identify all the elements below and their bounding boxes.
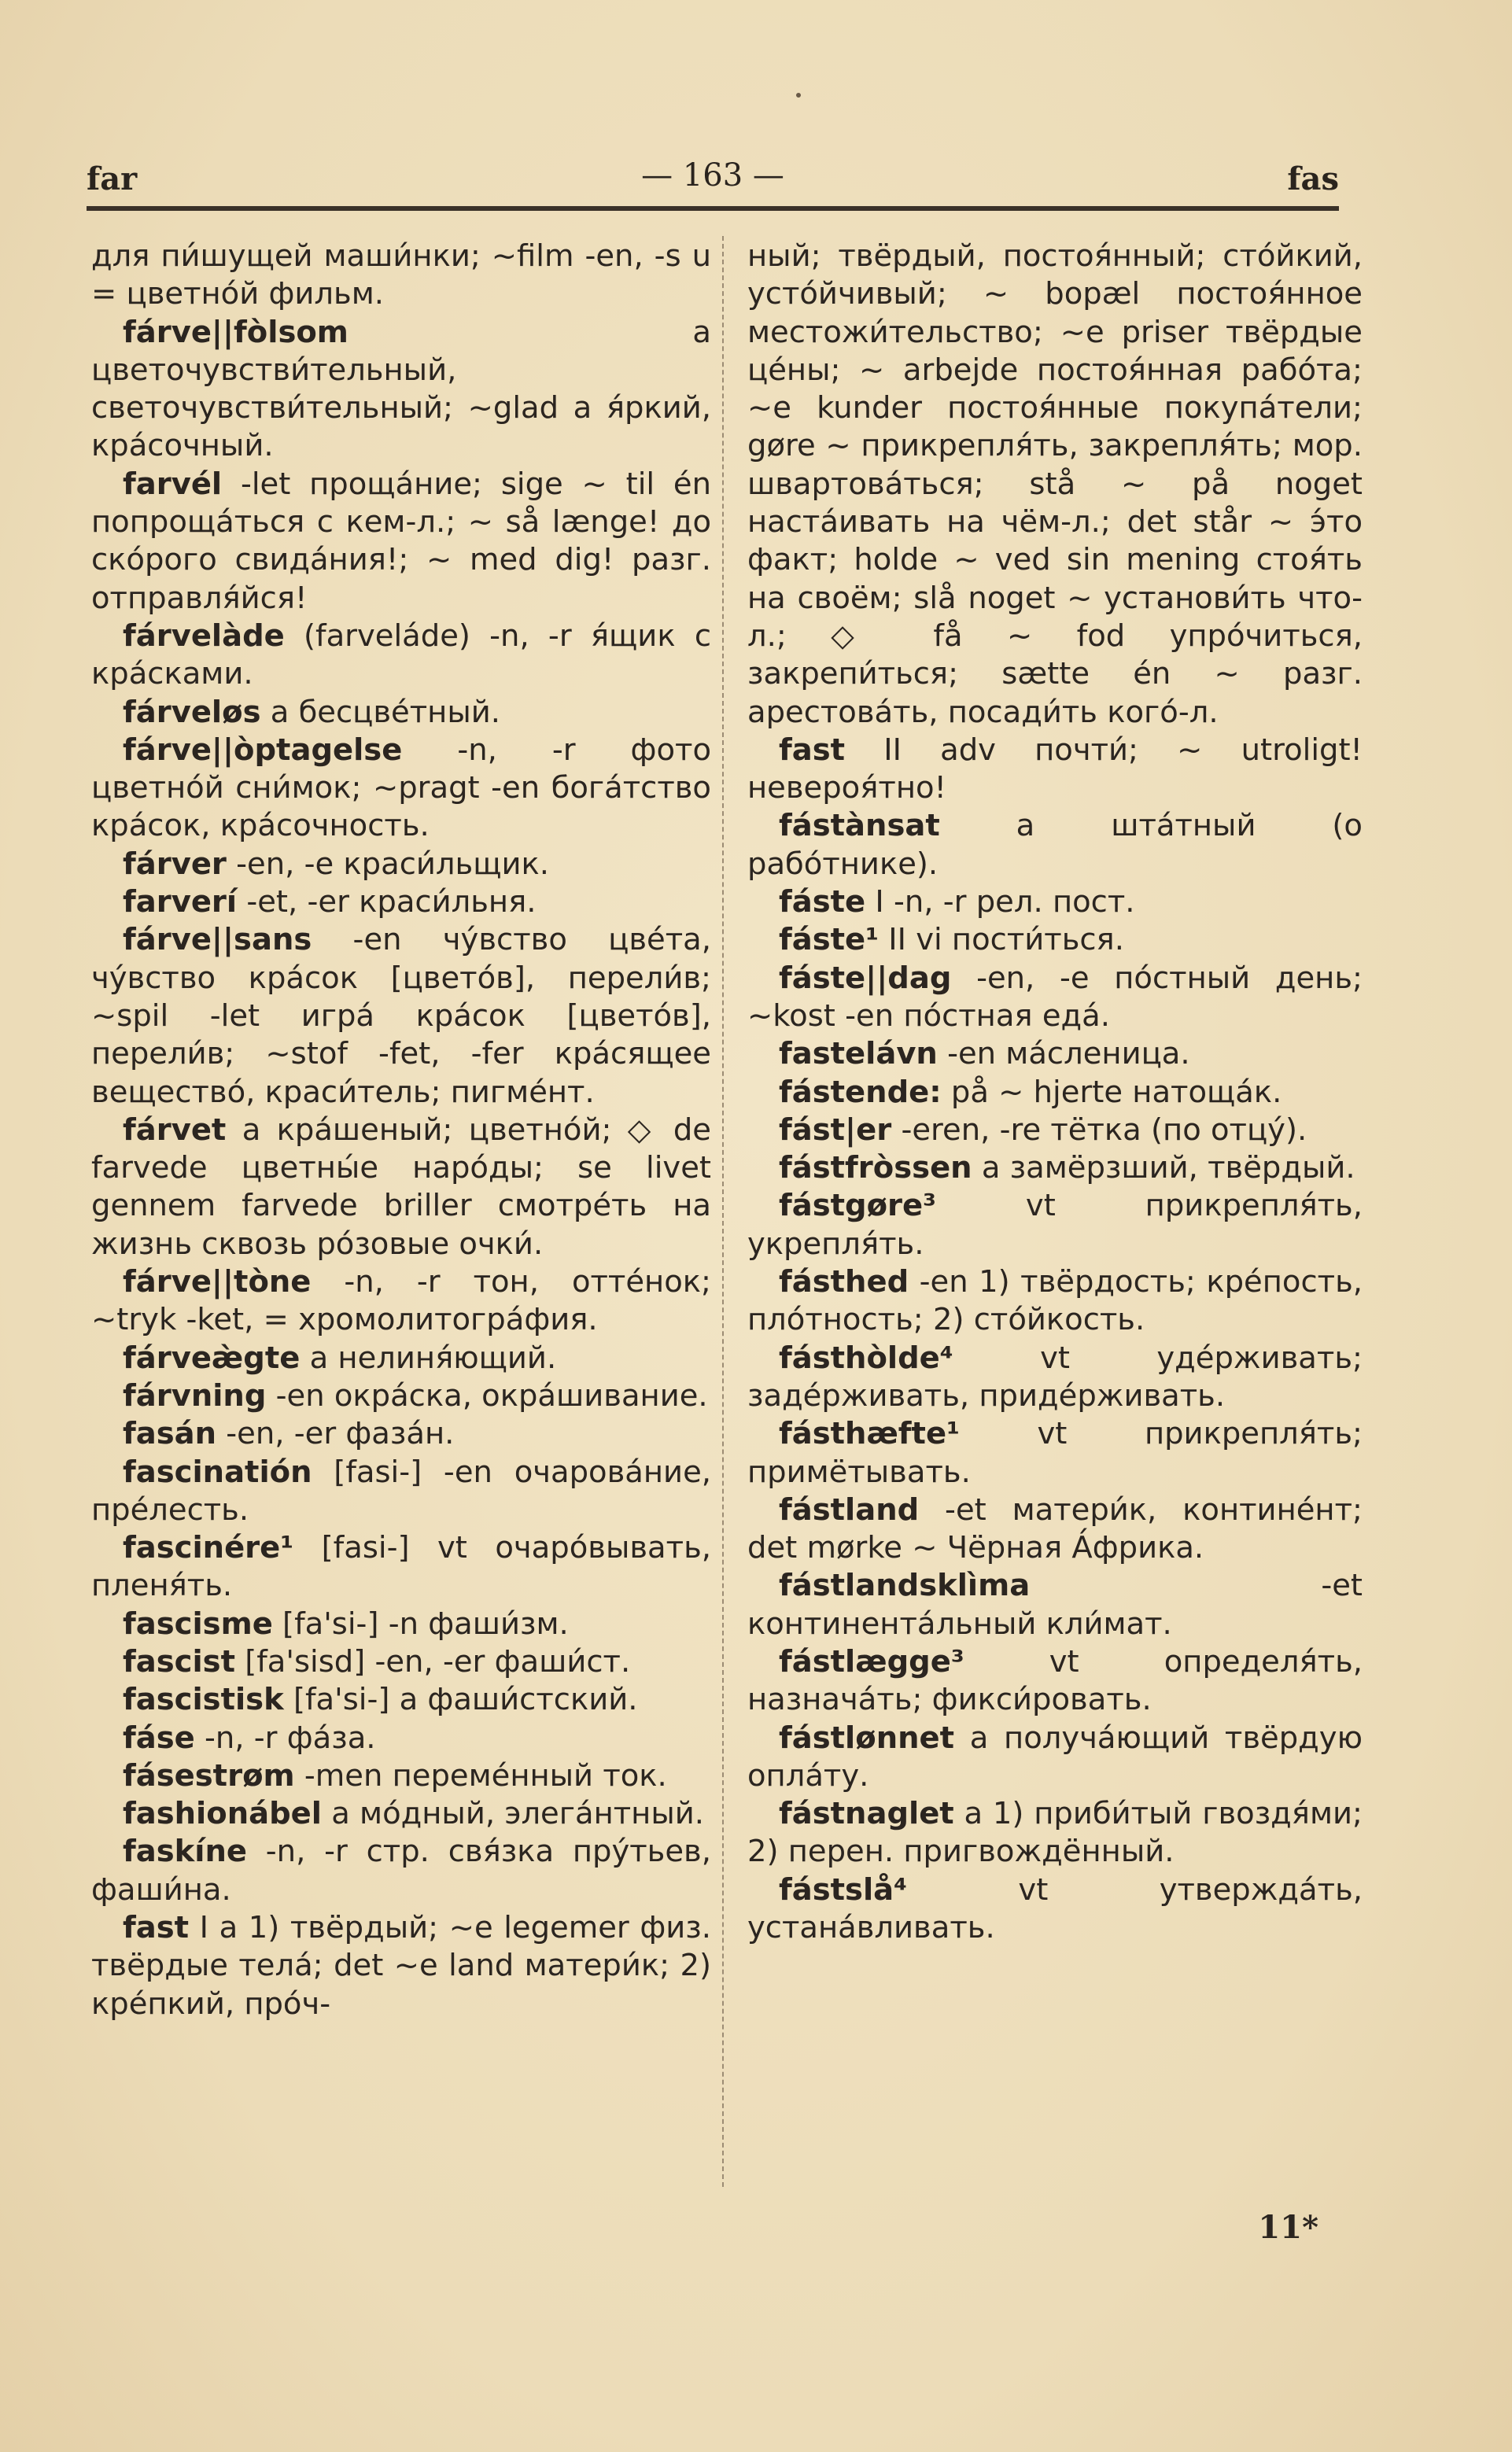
dictionary-entry bbox=[91, 1340, 711, 1377]
entry-headword: fascisme bbox=[123, 1606, 273, 1642]
dictionary-entry bbox=[91, 694, 711, 732]
entry-headword: fásestrøm bbox=[123, 1757, 295, 1794]
entry-headword: fárvning bbox=[123, 1377, 267, 1414]
entry-definition: -n, -r фа́за. bbox=[194, 1720, 376, 1756]
entry-definition: I a 1) твёрдый; ~e legemer физ. твёрдые тела́; det ~e land матери́к; 2) кре́пкий, про́ч- bbox=[91, 1910, 711, 2022]
entry-headword: fárvet bbox=[123, 1112, 227, 1148]
entry-definition: -let проща́ние; sige ~ til én попроща́ться с кем-л.; ~ så længe! до ско́рого свида́ния!; ~ med dig! разг. отправля́йся! bbox=[91, 466, 711, 616]
entry-definition: для пи́шущей маши́нки; ~film -en, -s u = цветно́й фильм. bbox=[91, 238, 711, 312]
entry-headword: fástfròssen bbox=[779, 1150, 972, 1186]
dictionary-entry bbox=[91, 618, 711, 694]
entry-headword: farverí bbox=[123, 884, 238, 920]
entry-headword: fáste¹ bbox=[779, 922, 880, 958]
dictionary-entry bbox=[747, 1149, 1363, 1187]
entry-headword: fástslå⁴ bbox=[779, 1871, 908, 1908]
dictionary-entry bbox=[91, 1263, 711, 1340]
dictionary-entry bbox=[747, 1871, 1363, 1948]
entry-headword: fástgøre³ bbox=[779, 1188, 937, 1224]
dictionary-entry bbox=[91, 1606, 711, 1643]
entry-definition: -eren, -re тётка (по отцу́). bbox=[891, 1112, 1307, 1148]
header-rule bbox=[87, 206, 1339, 211]
dictionary-entry bbox=[747, 1720, 1363, 1796]
dictionary-entry bbox=[91, 314, 711, 466]
entry-definition: a цветочувстви́тельный, светочувстви́тельный; ~glad a я́ркий, кра́сочный. bbox=[91, 314, 711, 464]
dictionary-entry bbox=[747, 1187, 1363, 1263]
entry-headword: fashionábel bbox=[123, 1796, 322, 1832]
entry-definition: a замёрзший, твёрдый. bbox=[972, 1150, 1355, 1186]
entry-headword: fast bbox=[123, 1910, 190, 1946]
entry-definition: -et матери́к, контине́нт; det mørke ~ Чёрная А́фрика. bbox=[747, 1491, 1363, 1566]
dictionary-entry bbox=[747, 1415, 1363, 1491]
entry-headword: fástlægge³ bbox=[779, 1643, 964, 1680]
signature-mark: 11* bbox=[1258, 2209, 1318, 2246]
page-header bbox=[87, 154, 1339, 205]
dictionary-entry bbox=[747, 1112, 1363, 1149]
entry-headword: fárve||fòlsom bbox=[123, 314, 348, 350]
entry-headword: fárver bbox=[123, 846, 227, 882]
entry-definition: a кра́шеный; цветно́й; ◇ de farvede цветны́е наро́ды; se livet gennem farvede briller смотре́ть на жизнь сквозь ро́зовые очки́. bbox=[91, 1112, 711, 1262]
speck-mark bbox=[796, 93, 801, 98]
entry-definition: vt прикрепля́ть; примётывать. bbox=[747, 1416, 1363, 1490]
entry-headword: fascinatión bbox=[123, 1454, 312, 1490]
entry-headword: fáste bbox=[779, 884, 866, 920]
dictionary-entry bbox=[91, 732, 711, 846]
entry-headword: fascistisk bbox=[123, 1682, 284, 1718]
page-number: — 163 — bbox=[641, 157, 784, 194]
entry-headword: fárve||òptagelse bbox=[123, 732, 403, 768]
entry-headword: fásthæfte¹ bbox=[779, 1416, 960, 1452]
entry-headword: fascinére¹ bbox=[123, 1530, 294, 1566]
entry-definition: a нелиня́ющий. bbox=[300, 1340, 557, 1376]
entry-definition: a бесцве́тный. bbox=[260, 694, 501, 730]
entry-headword: fárvelàde bbox=[123, 618, 285, 654]
entry-headword: fáse bbox=[123, 1720, 195, 1756]
dictionary-entry bbox=[91, 1377, 711, 1415]
entry-definition: a 1) приби́тый гвоздя́ми; 2) перен. пригвождённый. bbox=[747, 1796, 1363, 1870]
entry-definition: II vi пости́ться. bbox=[879, 922, 1124, 958]
entry-definition: på ~ hjerte натоща́к. bbox=[941, 1074, 1282, 1110]
entry-headword: fástlandsklìma bbox=[779, 1568, 1031, 1604]
right-column bbox=[747, 238, 1363, 1947]
entry-definition: -en, -er фаза́н. bbox=[216, 1416, 455, 1452]
entry-definition: -en ма́сленица. bbox=[937, 1036, 1190, 1072]
dictionary-entry bbox=[747, 1263, 1363, 1340]
entry-definition: -en чу́вство цве́та, чу́вство кра́сок [цвето́в], перели́в; ~spil -let игра́ кра́сок [цвето́в], перели́в; ~stof -fet, -fer кра́сящее вещество́, краси́тель; пигме́нт. bbox=[91, 922, 711, 1110]
entry-definition: vt утвержда́ть, устана́вливать. bbox=[747, 1871, 1363, 1946]
dictionary-entry bbox=[91, 1720, 711, 1757]
entry-headword: fascist bbox=[123, 1643, 235, 1680]
entry-definition: -n, -r тон, отте́нок; ~tryk -ket, = хромолитогра́фия. bbox=[91, 1264, 711, 1338]
dictionary-entry bbox=[747, 1491, 1363, 1568]
entry-headword: fástànsat bbox=[779, 808, 940, 844]
dictionary-entry bbox=[747, 960, 1363, 1036]
entry-definition: I -n, -r рел. пост. bbox=[865, 884, 1135, 920]
entry-headword: fárve||sans bbox=[123, 922, 312, 958]
dictionary-entry bbox=[91, 1529, 711, 1606]
entry-definition: a мо́дный, элега́нтный. bbox=[321, 1796, 704, 1832]
entry-headword: fastelávn bbox=[779, 1036, 938, 1072]
entry-headword: fárveløs bbox=[123, 694, 261, 730]
entry-definition: -et, -er краси́льня. bbox=[237, 884, 537, 920]
dictionary-entry bbox=[91, 466, 711, 618]
dictionary-entry bbox=[747, 1074, 1363, 1112]
right-guide-word: fas bbox=[1287, 160, 1339, 197]
entry-definition: -en окра́ска, окра́шивание. bbox=[266, 1377, 708, 1414]
dictionary-entry bbox=[747, 807, 1363, 883]
entry-headword: fasán bbox=[123, 1416, 217, 1452]
dictionary-entry bbox=[747, 1340, 1363, 1416]
entry-definition: [fasi-] -en очарова́ние, пре́лесть. bbox=[91, 1454, 711, 1528]
entry-definition: -men переме́нный ток. bbox=[294, 1757, 667, 1794]
entry-definition: vt определя́ть, назнача́ть; фикси́ровать. bbox=[747, 1643, 1363, 1718]
dictionary-entry bbox=[91, 883, 711, 921]
left-column bbox=[91, 238, 711, 2023]
dictionary-entry bbox=[747, 732, 1363, 808]
entry-headword: fásthed bbox=[779, 1264, 909, 1300]
entry-definition: [fa'si-] -n фаши́зм. bbox=[272, 1606, 569, 1642]
dictionary-entry bbox=[747, 238, 1363, 732]
column-divider bbox=[722, 236, 725, 2187]
entry-headword: fáste||dag bbox=[779, 960, 952, 996]
left-guide-word: far bbox=[87, 160, 138, 197]
dictionary-entry bbox=[747, 1035, 1363, 1073]
entry-headword: fástland bbox=[779, 1491, 920, 1528]
dictionary-entry bbox=[91, 1454, 711, 1530]
dictionary-entry bbox=[747, 883, 1363, 921]
dictionary-entry bbox=[747, 1795, 1363, 1871]
entry-definition: a шта́тный (о рабо́тнике). bbox=[747, 808, 1363, 882]
dictionary-entry bbox=[747, 921, 1363, 959]
entry-headword: fast bbox=[779, 732, 846, 768]
entry-headword: fárveæ̀gte bbox=[123, 1340, 301, 1376]
entry-headword: fárve||tòne bbox=[123, 1264, 312, 1300]
dictionary-entry bbox=[91, 1681, 711, 1719]
entry-definition: vt удéрживать; заде́рживать, приде́рживать. bbox=[747, 1340, 1363, 1414]
entry-definition: -en 1) твёрдость; кре́пость, пло́тность; 2) сто́йкость. bbox=[747, 1264, 1363, 1338]
entry-definition: vt прикрепля́ть, укрепля́ть. bbox=[747, 1188, 1363, 1262]
entry-headword: farvél bbox=[123, 466, 223, 502]
entry-headword: fást|er bbox=[779, 1112, 892, 1148]
entry-definition: -en, -e по́стный день; ~kost -en по́стная еда́. bbox=[747, 960, 1363, 1034]
dictionary-entry bbox=[91, 1415, 711, 1453]
dictionary-entry bbox=[91, 1795, 711, 1833]
entry-definition: ный; твёрдый, постоя́нный; сто́йкий, усто́йчивый; ~ bopæl постоя́нное местожи́тельство; ~e priser твёрдые це́ны; ~ arbejde постоя́нная рабо́та; ~e kunder постоя́нные покупа́тели; gøre ~ прикрепля́ть, закрепля́ть; мор. швартова́ться; stå ~ på noget наста́ивать на чём-л.; det står ~ э́то факт; holde ~ ved sin mening стоя́ть на своём; slå noget ~ установи́ть что-л.; ◇ få ~ fod упро́читься, закрепи́ться; sætte én ~ разг. арестова́ть, посади́ть кого́-л. bbox=[747, 238, 1363, 730]
dictionary-entry bbox=[91, 1833, 711, 1909]
entry-definition: II adv почти́; ~ utroligt! невероя́тно! bbox=[747, 732, 1363, 806]
entry-headword: fástnaglet bbox=[779, 1796, 954, 1832]
dictionary-entry bbox=[91, 1909, 711, 2023]
dictionary-entry bbox=[91, 1112, 711, 1263]
entry-definition: -et континента́льный кли́мат. bbox=[747, 1568, 1363, 1642]
entry-definition: -en, -e краси́льщик. bbox=[226, 846, 549, 882]
entry-definition: (farveláde) -n, -r я́щик с кра́сками. bbox=[91, 618, 711, 692]
dictionary-entry bbox=[91, 846, 711, 883]
dictionary-entry bbox=[91, 1757, 711, 1795]
entry-definition: a получа́ющий твёрдую опла́ту. bbox=[747, 1720, 1363, 1794]
entry-headword: fástlønnet bbox=[779, 1720, 955, 1756]
dictionary-entry bbox=[91, 238, 711, 314]
entry-headword: faskíne bbox=[123, 1834, 247, 1870]
entry-headword: fásthòlde⁴ bbox=[779, 1340, 953, 1376]
dictionary-entry bbox=[747, 1567, 1363, 1643]
dictionary-entry bbox=[91, 1643, 711, 1681]
entry-definition: -n, -r фото цветно́й сни́мок; ~pragt -en бога́тство кра́сок, кра́сочность. bbox=[91, 732, 711, 844]
dictionary-entry bbox=[91, 921, 711, 1111]
entry-definition: [fasi-] vt очаро́вывать, пленя́ть. bbox=[91, 1530, 711, 1604]
entry-definition: -n, -r стр. свя́зка пру́тьев, фаши́на. bbox=[91, 1834, 711, 1908]
entry-definition: [fa'sisd] -en, -er фаши́ст. bbox=[234, 1643, 631, 1680]
entry-definition: [fa'si-] a фаши́стский. bbox=[283, 1682, 638, 1718]
entry-headword: fástende: bbox=[779, 1074, 942, 1110]
dictionary-entry bbox=[747, 1643, 1363, 1720]
